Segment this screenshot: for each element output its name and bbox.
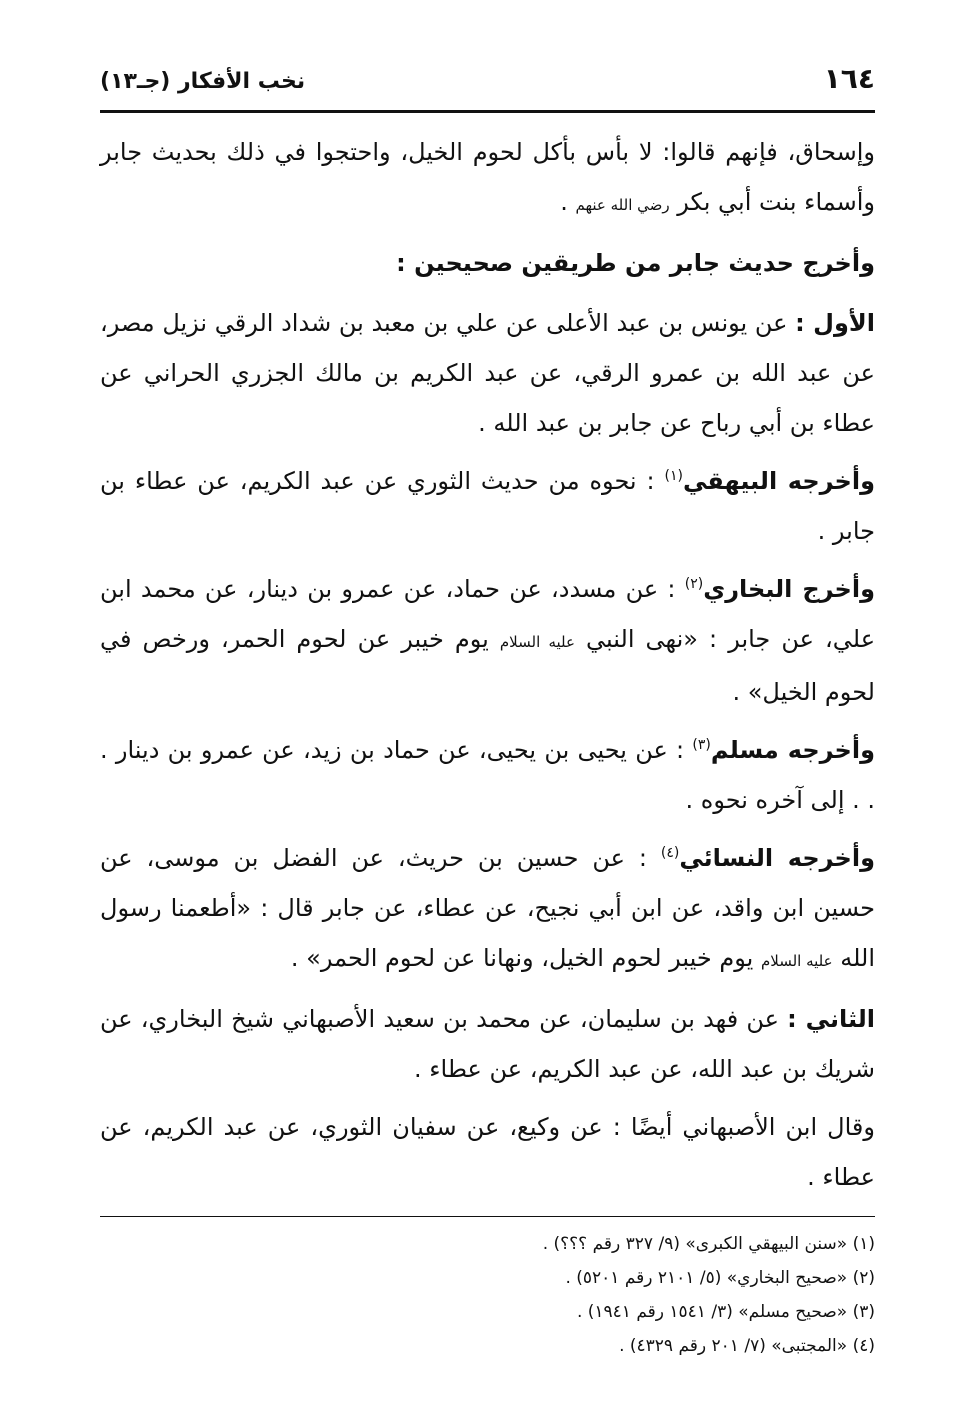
paragraph-text: عن يونس بن عبد الأعلى عن علي بن معبد بن شداد الرقي نزيل مصر، عن عبد الله بن عمرو الرقي، عن عبد الكريم بن مالك الجزري الحراني عن عطاء بن أبي رباح عن جابر بن عبد الله . [100, 309, 875, 437]
paragraph-text: يوم خيبر عن لحوم الحمر، ورخص في لحوم الخيل» . [100, 625, 875, 706]
paragraph-text: : نحوه من حديث الثوري عن عبد الكريم، عن عطاء بن جابر . [100, 467, 875, 545]
running-title: نخب الأفكار (جـ١٣) [100, 69, 306, 94]
paragraph-text: يوم خيبر لحوم الخيل، ونهانا عن لحوم الحمر» . [290, 944, 754, 972]
paragraph-lead: وأخرجه النسائي [679, 844, 875, 872]
paragraph-second-route [100, 994, 875, 1094]
paragraph-text: وإسحاق، فإنهم قالوا: لا بأس بأكل لحوم الخيل، واحتجوا في ذلك بحديث جابر وأسماء بنت أبي بكر [100, 138, 875, 216]
footnotes [100, 1227, 875, 1363]
page-header [100, 62, 875, 113]
paragraph-lead: وأخرجه مسلم [710, 736, 875, 764]
paragraph-nasai [100, 833, 875, 986]
paragraph-muslim [100, 725, 875, 825]
paragraph-lead: وأخرجه البيهقي [682, 467, 875, 495]
book-page [100, 62, 875, 1363]
paragraph-lead: الأول : [795, 309, 875, 337]
footnote-1: (١) «سنن البيهقي الكبرى» (٩/ ٣٢٧ رقم ؟؟؟) . [542, 1234, 875, 1254]
footnote-3: (٣) «صحيح مسلم» (٣/ ١٥٤١ رقم ١٩٤١) . [576, 1302, 875, 1322]
paragraph-text: : عن يحيى بن يحيى، عن حماد بن زيد، عن عمرو بن دينار . . . إلى آخره نحوه . [100, 736, 875, 814]
paragraph-text: : عن حسين بن حريث، عن الفضل بن موسى، عن حسين ابن واقد، عن ابن أبي نجيح، عن عطاء، عن جابر قال : «أطعمنا رسول الله [100, 844, 875, 972]
paragraph-text: : عن مسدد، عن حماد، عن عمرو بن دينار، عن محمد ابن علي، عن جابر : «نهى النبي [100, 575, 876, 653]
page-body [100, 127, 875, 1202]
footnote-divider [100, 1216, 875, 1217]
honorific-mark: عليه السلام [760, 952, 833, 970]
paragraph-1 [100, 127, 875, 230]
honorific-mark: رضي الله عنهم [575, 196, 670, 214]
paragraph-text: وقال ابن الأصبهاني أيضًا : عن وكيع، عن سفيان الثوري، عن عبد الكريم، عن عطاء . [100, 1113, 875, 1191]
paragraph-isfahani [100, 1102, 875, 1202]
footnote-ref: (٤) [660, 845, 680, 861]
section-heading: وأخرج حديث جابر من طريقين صحيحين : [396, 249, 875, 277]
footnote-ref: (١) [664, 468, 683, 484]
footnote-4: (٤) «المجتبى» (٧/ ٢٠١ رقم ٤٣٢٩) . [619, 1336, 875, 1356]
paragraph-bayhaqi [100, 456, 875, 556]
footnote-2: (٢) «صحيح البخاري» (٥/ ٢١٠١ رقم ٥٢٠١) . [565, 1268, 875, 1288]
paragraph-lead: الثاني : [787, 1005, 875, 1033]
footnote-ref: (٣) [692, 737, 711, 753]
paragraph-bukhari [100, 564, 875, 717]
honorific-mark: عليه السلام [499, 633, 575, 651]
paragraph-lead: وأخرج البخاري [703, 575, 875, 603]
paragraph-end: . [560, 188, 568, 216]
footnote-ref: (٢) [684, 576, 704, 592]
paragraph-text: عن فهد بن سليمان، عن محمد بن سعيد الأصبهاني شيخ البخاري، عن شريك بن عبد الله، عن عبد الكريم، عن عطاء . [100, 1005, 875, 1083]
page-number: ١٦٤ [823, 62, 875, 95]
paragraph-first-route [100, 298, 875, 448]
